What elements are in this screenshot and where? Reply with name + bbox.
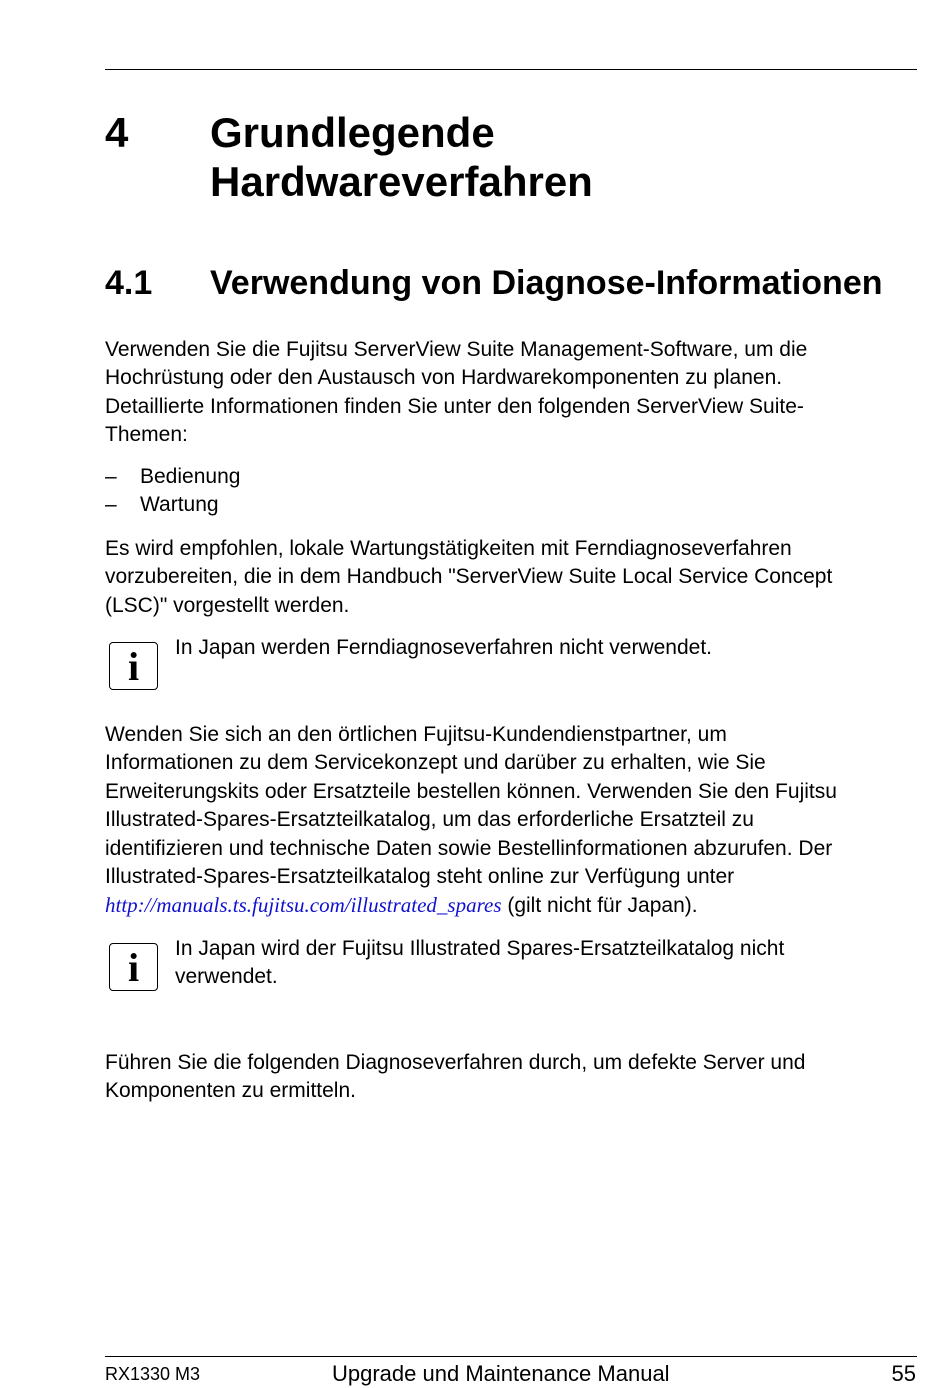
info-icon	[109, 642, 158, 690]
text-line: Detaillierte Informationen finden Sie unter den folgenden ServerView Suite-	[105, 394, 804, 418]
note-text	[175, 634, 895, 662]
page-number: 55	[891, 1361, 916, 1386]
text-line: Informationen zu dem Servicekonzept und darüber zu erhalten, wie Sie	[105, 751, 766, 775]
text-line: (LSC)" vorgestellt werden.	[105, 593, 350, 617]
text-line: Illustrated-Spares-Ersatzteilkatalog steht online zur Verfügung unter	[105, 865, 735, 889]
list-item-label: Wartung	[140, 493, 219, 517]
section-number: 4.1	[105, 264, 153, 302]
footer-manual-title: Upgrade und Maintenance Manual	[332, 1361, 670, 1386]
info-icon	[109, 943, 158, 991]
link-suffix: (gilt nicht für Japan).	[501, 894, 698, 918]
chapter-title-line: Hardwareverfahren	[210, 158, 593, 205]
text-line: Wenden Sie sich an den örtlichen Fujitsu-Kundendienstpartner, um	[105, 723, 727, 746]
chapter-title-line: Grundlegende	[210, 109, 495, 156]
text-line: Illustrated-Spares-Ersatzteilkatalog, um das erforderliche Ersatzteil zu	[105, 808, 754, 832]
illustrated-spares-link[interactable]: http://manuals.ts.fujitsu.com/illustrated_spares	[105, 893, 502, 918]
closing-paragraph	[105, 1049, 917, 1106]
recommendation-paragraph	[105, 535, 917, 620]
text-line	[105, 891, 917, 920]
text-line: Verwenden Sie die Fujitsu ServerView Suite Management-Software, um die	[105, 338, 808, 361]
contact-paragraph	[105, 721, 917, 921]
topics-list	[105, 463, 917, 520]
header-rule	[105, 69, 917, 70]
footer-rule	[105, 1356, 917, 1357]
list-item	[105, 463, 917, 491]
text-line: Führen Sie die folgenden Diagnoseverfahren durch, um defekte Server und	[105, 1051, 806, 1074]
intro-paragraph	[105, 336, 917, 450]
footer-model: RX1330 M3	[105, 1364, 201, 1384]
chapter-title	[210, 108, 910, 206]
info-icon-glyph: i	[127, 644, 140, 689]
text-line: Es wird empfohlen, lokale Wartungstätigkeiten mit Ferndiagnoseverfahren	[105, 537, 792, 560]
text-line: In Japan wird der Fujitsu Illustrated Spares-Ersatzteilkatalog nicht	[175, 937, 785, 960]
text-line: vorzubereiten, die in dem Handbuch "ServerView Suite Local Service Concept	[105, 565, 833, 589]
text-line: In Japan werden Ferndiagnoseverfahren nicht verwendet.	[175, 636, 712, 659]
text-line: Komponenten zu ermitteln.	[105, 1079, 356, 1103]
section-title: Verwendung von Diagnose-Informationen	[210, 264, 883, 302]
text-line: Erweiterungskits oder Ersatzteile bestellen können. Verwenden Sie den Fujitsu	[105, 779, 837, 803]
list-item	[105, 491, 917, 519]
list-dash: –	[105, 465, 117, 488]
note-text	[175, 935, 895, 992]
chapter-number: 4	[105, 109, 129, 156]
text-line: verwendet.	[175, 965, 278, 989]
list-dash: –	[105, 493, 117, 517]
text-line: Hochrüstung oder den Austausch von Hardwarekomponenten zu planen.	[105, 366, 783, 390]
info-icon-glyph: i	[127, 945, 140, 990]
text-line: Themen:	[105, 423, 188, 447]
text-line: identifizieren und technische Daten sowie Bestellinformationen abzurufen. Der	[105, 836, 833, 860]
list-item-label: Bedienung	[140, 465, 241, 488]
